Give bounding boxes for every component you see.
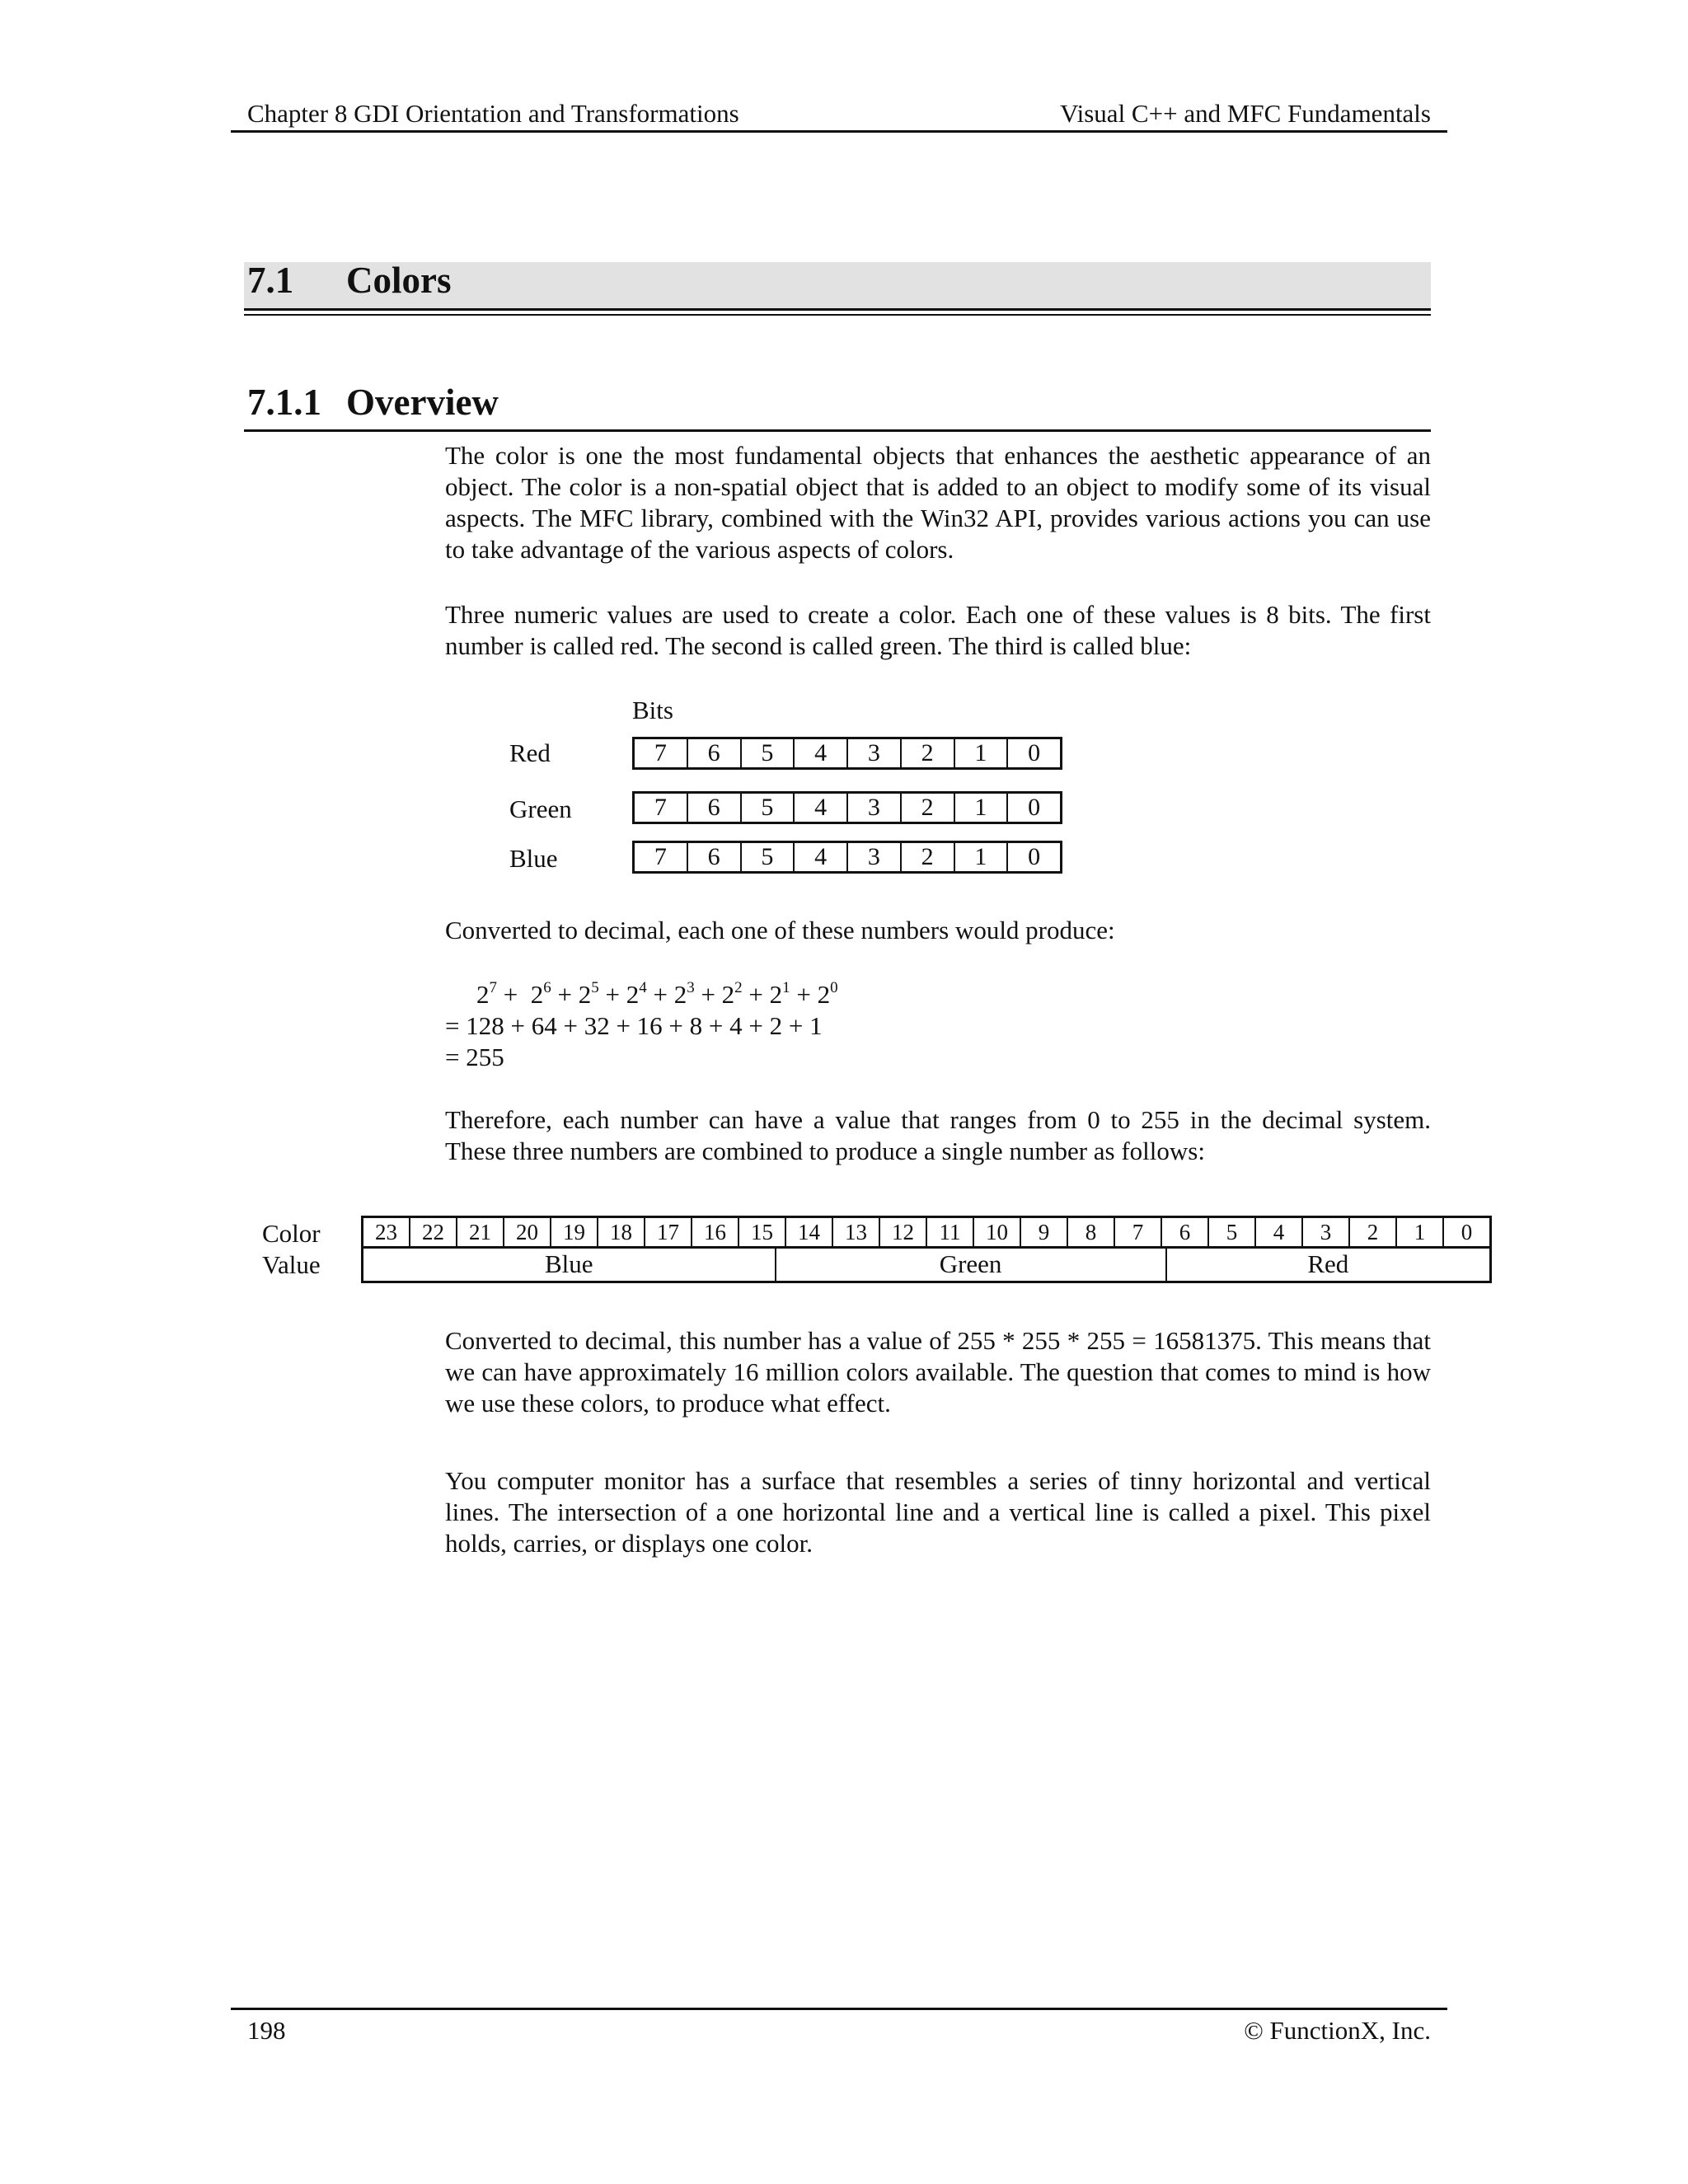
formula-result: = 255: [445, 1043, 504, 1071]
formula-term: $2^3$: [673, 979, 695, 1009]
header-rule: [231, 130, 1447, 133]
bit-cell: 2: [900, 843, 954, 871]
bits-caption: Bits: [632, 696, 673, 724]
formula-sum: = 128 + 64 + 32 + 16 + 8 + 4 + 2 + 1: [445, 1011, 823, 1040]
bit-row-blue: [632, 841, 1062, 874]
bit-cell: 5: [740, 843, 794, 871]
bit-cell: 0: [1006, 843, 1060, 871]
color-value-label-line1: Color: [262, 1219, 321, 1248]
page-number: 198: [247, 2016, 286, 2045]
section-number: 7.1: [247, 260, 294, 301]
bit-cell: 6: [687, 843, 740, 871]
color-value-group-row: [361, 1249, 1492, 1283]
bit-cell: 0: [1006, 794, 1060, 822]
color-value-bit-cell: 0: [1442, 1218, 1489, 1246]
bit-cell: 3: [846, 794, 900, 822]
bit-cell: 4: [793, 843, 846, 871]
bit-cell: 1: [954, 843, 1007, 871]
paragraph-rgb: Three numeric values are used to create a color. Each one of these values is 8 bits. The first number is called red. The second is called green. The third is called blue:: [445, 600, 1431, 660]
bit-cell: 6: [687, 739, 740, 767]
color-value-bit-cell: 16: [691, 1218, 738, 1246]
color-value-bit-cell: 17: [644, 1218, 691, 1246]
formula-term: $2^7$: [476, 979, 497, 1009]
color-value-bit-cell: 23: [375, 1220, 397, 1244]
color-value-bit-cell: 11: [926, 1218, 973, 1246]
color-value-bit-cell: 12: [879, 1218, 926, 1246]
color-value-bit-cell: 10: [973, 1218, 1020, 1246]
color-group-blue: Blue: [545, 1249, 593, 1278]
formula-term: $2^1$: [769, 979, 790, 1009]
bit-cell: 7: [654, 739, 667, 766]
bit-cell: 6: [687, 794, 740, 822]
section-title: Colors: [346, 260, 452, 301]
bit-cell: 4: [793, 794, 846, 822]
paragraph-range: Therefore, each number can have a value that ranges from 0 to 255 in the decimal system. These three numbers are combined to produce a single number as follows:: [445, 1105, 1431, 1165]
color-value-bit-cell: 5: [1207, 1218, 1254, 1246]
subsection-rule: [244, 429, 1431, 432]
color-value-bit-cell: 22: [409, 1218, 456, 1246]
bit-cell: 0: [1006, 739, 1060, 767]
bit-row-red: [632, 737, 1062, 770]
bit-cell: 2: [900, 739, 954, 767]
formula-term: $2^0$: [817, 979, 838, 1009]
color-value-bit-cell: 15: [738, 1218, 785, 1246]
formula-term: $2^2$: [721, 979, 743, 1009]
bit-cell: 1: [954, 739, 1007, 767]
color-value-bit-cell: 18: [597, 1218, 644, 1246]
color-group-red: Red: [1165, 1249, 1489, 1281]
color-value-bit-cell: 4: [1254, 1218, 1301, 1246]
formula-powers: $2^7 + 2^6 + 2^5 + 2^4 + 2^3 + 2^2 + 2^1 + 2^0$: [476, 979, 838, 1009]
color-value-bit-cell: 1: [1395, 1218, 1442, 1246]
formula-term: $2^5$: [578, 979, 599, 1009]
color-value-bit-cell: 3: [1301, 1218, 1348, 1246]
color-value-bit-row: [361, 1216, 1492, 1249]
bit-cell: 3: [846, 843, 900, 871]
section-rule-bottom: [244, 314, 1431, 316]
bit-cell: 3: [846, 739, 900, 767]
color-value-bit-cell: 19: [550, 1218, 597, 1246]
bit-cell: 7: [654, 794, 667, 821]
bit-cell: 1: [954, 794, 1007, 822]
color-value-bit-cell: 8: [1067, 1218, 1114, 1246]
color-value-bit-cell: 6: [1160, 1218, 1207, 1246]
color-value-table: [361, 1216, 1492, 1283]
subsection-title: Overview: [346, 382, 499, 423]
bit-row-green: [632, 791, 1062, 824]
section-rule-top: [244, 308, 1431, 311]
formula-term: $2^6$: [530, 979, 551, 1009]
color-value-bit-cell: 9: [1020, 1218, 1067, 1246]
running-header-right: Visual C++ and MFC Fundamentals: [1060, 99, 1431, 128]
bit-cell: 2: [900, 794, 954, 822]
bit-cell: 5: [740, 794, 794, 822]
color-value-label-line2: Value: [262, 1250, 321, 1279]
paragraph-intro: The color is one the most fundamental objects that enhances the aesthetic appearance of an object. The color is a non-spatial object that is added to an object to modify some of its visual aspects. The MFC library, combined with the Win32 API, provides various actions you can use to take advantage of the various aspects of colors.: [445, 441, 1431, 564]
color-group-green: Green: [775, 1249, 1165, 1281]
paragraph-decimal: Converted to decimal, each one of these numbers would produce:: [445, 916, 1115, 944]
bit-row-label-red: Red: [509, 738, 551, 767]
footer-rule: [231, 2008, 1447, 2010]
color-value-bit-cell: 20: [503, 1218, 550, 1246]
bit-row-label-green: Green: [509, 794, 572, 823]
color-value-bit-cell: 21: [456, 1218, 503, 1246]
color-value-bit-cell: 7: [1114, 1218, 1160, 1246]
color-value-bit-cell: 14: [785, 1218, 832, 1246]
subsection-number: 7.1.1: [247, 382, 321, 423]
copyright: © FunctionX, Inc.: [1244, 2016, 1431, 2045]
bit-cell: 5: [740, 739, 794, 767]
bit-row-label-blue: Blue: [509, 844, 558, 873]
paragraph-million-colors: Converted to decimal, this number has a value of 255 * 255 * 255 = 16581375. This means that we can have approximately 16 million colors available. The question that comes to mind is how we use these colors, to produce what effect.: [445, 1326, 1431, 1418]
color-value-bit-cell: 13: [832, 1218, 879, 1246]
formula-term: $2^4$: [626, 979, 647, 1009]
bit-cell: 4: [793, 739, 846, 767]
bit-cell: 7: [654, 843, 667, 870]
color-value-bit-cell: 2: [1348, 1218, 1395, 1246]
paragraph-pixel: You computer monitor has a surface that resembles a series of tinny horizontal and vertical lines. The intersection of a one horizontal line and a vertical line is called a pixel. This pixel holds, carries, or displays one color.: [445, 1466, 1431, 1558]
running-header-left: Chapter 8 GDI Orientation and Transformations: [247, 99, 739, 128]
